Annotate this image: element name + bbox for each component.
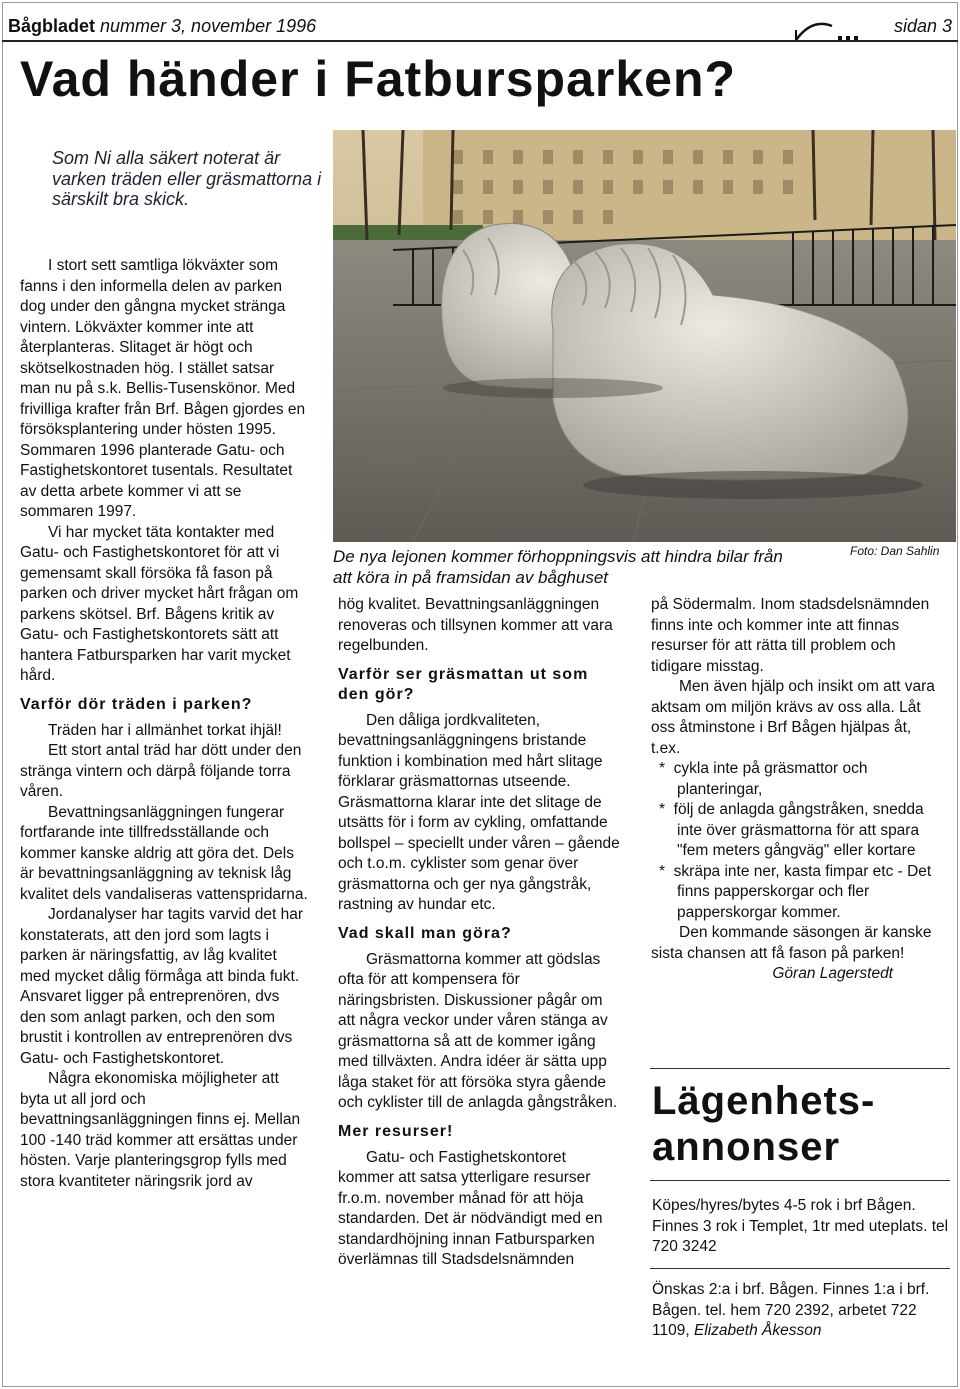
col2-paragraph: Gatu- och Fastighetskontoret kommer att satsa ytterligare resurser fr.o.m. november månad för att höja standarden. Det är nödvändigt med en standardhöjning innan Fatbursparken överlämnas till Stadsdelsnämnden [338,1148,603,1268]
ads-title [652,1078,875,1170]
page-number: sidan 3 [894,16,953,36]
divider [650,1268,950,1269]
headline: Vad händer i Fatbursparken? [20,51,737,107]
subheading-trees: Varför dör träden i parken? [20,695,253,713]
divider [650,1068,950,1069]
col3-paragraph: Den kommande säsongen är kanske sista chansen att få fason på parken! [651,924,932,962]
author-signature: Göran Lagerstedt [772,965,893,982]
arch-logo-icon [792,16,862,42]
col2-paragraph: Gräsmattorna kommer att gödslas ofta för att kompensera för näringsbristen. Diskussioner pågår om att några veckor under våren stänga av gräsmattorna så att de kommer igång med tillväxten. Andra idéer är sätta upp låga staket för att försöka styra gående och cyklister till de anlagda gångstråken. [338,950,618,1111]
bullet-list [651,759,943,923]
lion-statues-photo [333,130,956,542]
list-item: * skräpa inte ner, kasta fimpar etc - Det finns papperskorgar och fler papperskorgar kommer. [659,862,932,921]
col2-paragraph: Den dåliga jordkvaliteten, bevattningsanläggningens bristande funktion i kombination med hårt slitage förklarar gräsmattornas utseende. Gräsmattorna klarar inte det slitage de utsätts för i form av cykling, omfattande bollspel – speciellt under våren – gående och t.o.m. cyklister som genar över gräsmattorna och ger nya gångstråk, rastning av hundar etc. [338,711,620,913]
divider [650,1180,950,1181]
ad-contact-name: Elizabeth Åkesson [693,1322,822,1339]
ad-text: Önskas 2:a i brf. Bågen. Finnes 1:a i brf. Bågen. tel. hem 720 2392, arbetet 722 1109, [652,1281,930,1339]
subheading-more-resources: Mer resurser! [338,1122,454,1140]
col1-paragraph: Träden har i allmänhet torkat ihjäl! [48,721,282,739]
intro-text: Som Ni alla säkert noterat är varken träden eller gräsmattorna i särskilt bra skick. [52,148,322,209]
column-2 [338,595,622,1271]
col2-paragraph: hög kvalitet. Bevattningsanläggningen renoveras och tillsynen kommer att vara regelbunden. [338,596,613,654]
col1-paragraph: Vi har mycket täta kontakter med Gatu- och Fastighetskontoret för att vi gemensamt skall försöka få fason på parken och driver mycket hårt frågan om parkens skötsel. Brf. Bågens kritik av Gatu- och Fastighetskontorets sätt att hantera Fatbursparken har varit mycket hård. [20,523,299,684]
photo-caption: De nya lejonen kommer förhoppningsvis att hindra bilar från att köra in på framsidan av båghuset [333,547,783,587]
ads-title-line: annonser [652,1125,841,1169]
col1-paragraph: Jordanalyser har tagits varvid det har konstaterats, att den jord som lagts i parken är näringsfattig, av låg kvalitet med mycket dålig förmåga att binda fukt. Ansvaret ligger på entreprenören, dvs den som anlagt parken, och den som brustit i kontrollen av entreprenören dvs Gatu- och Fastighetskontoret. [20,906,304,1067]
ads-title-line: Lägenhets- [652,1079,876,1123]
photo-credit: Foto: Dan Sahlin [850,544,940,558]
list-item: * följ de anlagda gångstråken, snedda inte över gräsmattorna för att spara "fem meters gångväg" eller kortare [659,801,924,859]
issue-info: nummer 3, november 1996 [100,16,317,36]
subheading-grass: Varför ser gräsmattan ut som den gör? [338,665,589,703]
col1-paragraph: Bevattningsanläggningen fungerar fortfarande inte tillfredsställande och kommer kanske aldrig att göra det. Dels är bevattningsanläggning av teknisk låg kvalitet dels vandaliseras vattenspridarna. [20,803,308,903]
publication-name: Bågbladet [8,16,96,36]
col1-paragraph: Några ekonomiska möjligheter att byta ut all jord och bevattningsanläggningen finns ej. Mellan 100 -140 träd kommer att ersättas under hösten. Varje planteringsgrop fylls med stora kvantiteter näringsrik jord av [20,1070,301,1190]
subheading-what-to-do: Vad skall man göra? [338,924,512,942]
col3-paragraph: Men även hjälp och insikt om att vara aktsam om miljön krävs av oss alla. Låt oss åtminstone i Brf Bågen hjälpas åt, t.ex. [651,678,935,757]
apartment-ad: Köpes/hyres/bytes 4-5 rok i brf Bågen. Finnes 3 rok i Templet, 1tr med uteplats. tel 720 3242 [652,1197,949,1255]
col1-paragraph: Ett stort antal träd har dött under den stränga vintern och därpå följande torra våren. [20,742,302,800]
page-header [2,2,958,42]
column-3 [651,595,943,985]
list-item: * cykla inte på gräsmattor och planteringar, [659,760,868,798]
col3-paragraph: på Södermalm. Inom stadsdelsnämnden finns inte och kommer inte att finnas resurser för att rätta till problem och tidigare misstag. [651,596,930,675]
publication-info [8,16,316,37]
apartment-ad [652,1280,952,1342]
column-1 [20,256,308,1192]
col1-paragraph: I stort sett samtliga lökväxter som fanns i den informella delen av parken dog under den gångna mycket stränga vintern. Lökväxter kommer inte att återplanteras. Slitaget är högt och skötselkostnaden hög. I stället satsar man nu på s.k. Bellis-Tusenskönor. Med frivilliga krafter från Brf. Bågen gjordes en försöksplantering under hösten 1995. Sommaren 1996 planterade Gatu- och Fastighetskontoret tusentals. Resultatet av detta arbete kommer vi att se sommaren 1997. [20,257,306,520]
